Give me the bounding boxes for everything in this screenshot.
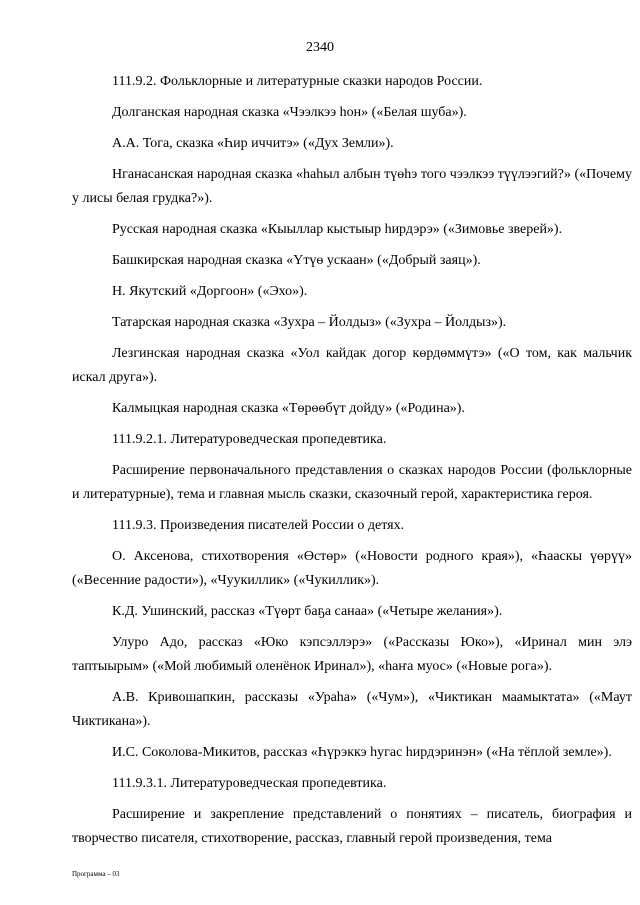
list-item: Нганасанская народная сказка «һаһыл албын түөһэ того чээлкээ түүлээгий?» («Почему у лисы белая грудка?»).: [72, 167, 632, 206]
body-paragraph: Расширение и закрепление представлений о понятиях – писатель, биография и творчество писателя, стихотворение, рассказ, главный герой произведения, тема: [72, 807, 632, 846]
body-paragraph: Расширение первоначального представления о сказках народов России (фольклорные и литературные), тема и главная мысль сказки, сказочный герой, характеристика героя.: [72, 463, 632, 502]
list-item: Русская народная сказка «Кыыллар кыстыыр һирдэрэ» («Зимовье зверей»).: [112, 222, 563, 237]
list-item: Лезгинская народная сказка «Уол кайдак догор көрдөммүтэ» («О том, как мальчик искал друга»).: [72, 346, 632, 385]
list-item: Калмыцкая народная сказка «Төрөөбүт дойду» («Родина»).: [112, 401, 465, 416]
list-item: Н. Якутский «Доргоон» («Эхо»).: [112, 284, 308, 299]
heading-111-9-3-1: 111.9.3.1. Литературоведческая пропедевтика.: [112, 776, 387, 791]
list-item: А.В. Кривошапкин, рассказы «Ураһа» («Чум»), «Чиктикан маамыктата» («Маут Чиктикана»).: [72, 690, 632, 729]
list-item: Улуро Адо, рассказ «Юко кэпсэллэрэ» («Рассказы Юко»), «Иринал мин элэ таптыырым» («Мой любимый оленёнок Иринал»), «һаҥа муос» («Новые рога»).: [72, 635, 632, 674]
heading-111-9-2-1: 111.9.2.1. Литературоведческая пропедевтика.: [112, 432, 387, 447]
list-item: Долганская народная сказка «Чээлкээ һон» («Белая шуба»).: [112, 105, 467, 120]
list-item: О. Аксенова, стихотворения «Өстөр» («Новости родного края»), «Һааскы үөрүү» («Весенние радости»), «Чуукиллик» («Чукиллик»).: [72, 549, 632, 588]
list-item: Татарская народная сказка «Зухра – Йолдыз» («Зухра – Йолдыз»).: [112, 315, 507, 330]
page-number: 2340: [306, 40, 334, 55]
heading-111-9-2: 111.9.2. Фольклорные и литературные сказки народов России.: [112, 74, 483, 89]
list-item: К.Д. Ушинский, рассказ «Түөрт баҕа санаа» («Четыре желания»).: [112, 604, 503, 619]
heading-111-9-3: 111.9.3. Произведения писателей России о детях.: [112, 518, 405, 533]
list-item: Башкирская народная сказка «Үтүө ускаан» («Добрый заяц»).: [112, 253, 481, 268]
list-item: А.А. Тога, сказка «Һир иччитэ» («Дух Земли»).: [112, 136, 394, 151]
document-body: [72, 70, 632, 851]
footer-label: Программа – 03: [72, 870, 120, 878]
list-item: И.С. Соколова-Микитов, рассказ «Һүрэккэ һугас һирдэринэн» («На тёплой земле»).: [112, 745, 612, 760]
